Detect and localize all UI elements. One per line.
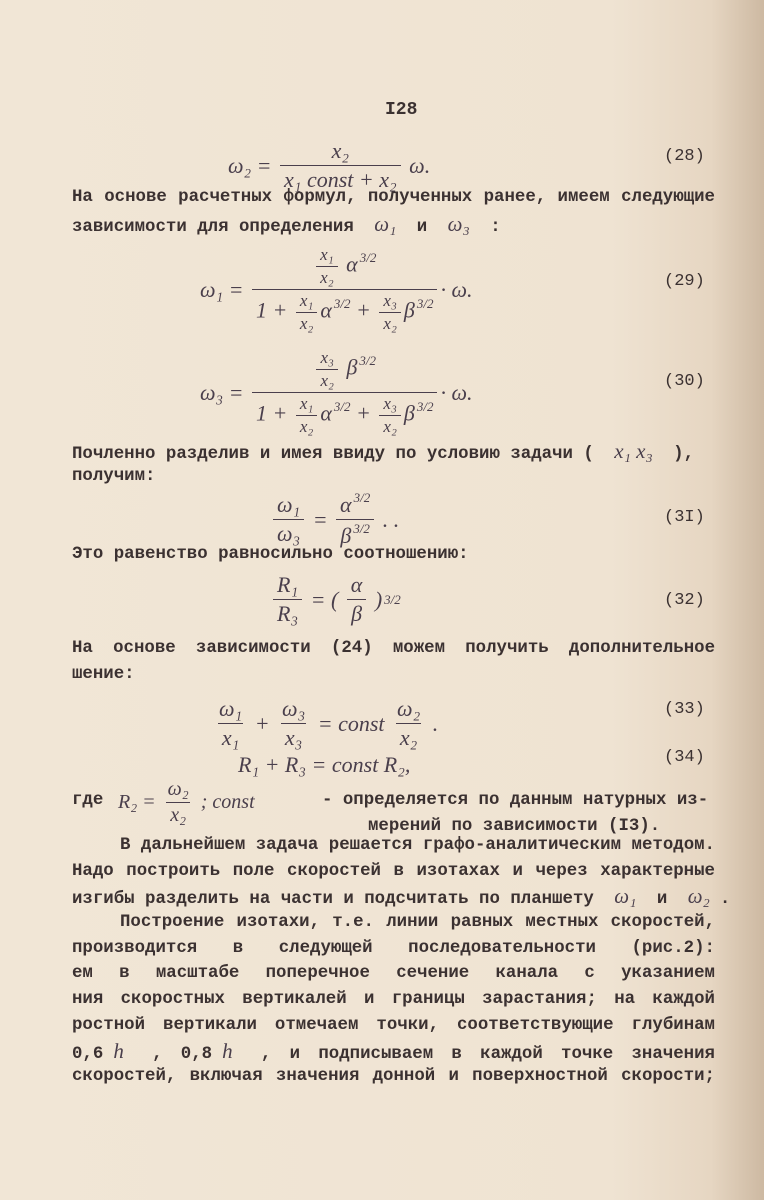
equation-32 (270, 572, 401, 627)
where-definition (118, 778, 255, 827)
math-text: ω₂ (167, 778, 189, 800)
fraction-numerator (309, 245, 380, 289)
equation-number-34: (34) (664, 748, 705, 767)
math-fraction (278, 696, 309, 751)
fraction-numerator (296, 291, 317, 312)
math-fraction (164, 778, 193, 827)
fraction-numerator (347, 572, 367, 599)
math-fraction (252, 245, 437, 334)
math-text: β (403, 400, 415, 426)
math-text: R₂ = (118, 791, 161, 813)
math-fraction (393, 696, 424, 751)
equation-number-32: (32) (664, 591, 705, 610)
text-segment: : (479, 218, 501, 237)
math-text: x₂ (299, 314, 314, 333)
text-line (72, 662, 715, 688)
math-text: R₁ + R₃ = const R₂, (238, 752, 411, 777)
where-explanation-line-1: - определяется по данным натурных из- (322, 791, 709, 810)
math-fraction (273, 572, 302, 627)
math-text: α (350, 572, 363, 597)
text-line (72, 636, 715, 662)
math-text: x₁ (299, 291, 314, 310)
math-text: ω₃ (282, 696, 306, 721)
math-text: + (350, 400, 377, 426)
math-text: α (320, 400, 332, 426)
inline-math: h (222, 1038, 233, 1063)
text-segment: На основе расчетных формул, полученных ранее, имеем следующие (72, 188, 715, 207)
equation-number-28: (28) (664, 147, 705, 166)
fraction-denominator (252, 289, 437, 334)
math-fraction (379, 291, 400, 334)
math-text: ω₁ (277, 492, 301, 517)
math-text: ω₂ = (228, 152, 278, 178)
math-text: ω₁ = (200, 276, 250, 302)
math-text: . (427, 710, 439, 736)
text-segment: , 0,8 (133, 1044, 213, 1064)
math-exponent: 3/2 (416, 295, 434, 311)
text-segment: и (406, 218, 438, 237)
math-fraction (379, 394, 400, 437)
math-text: α (320, 297, 332, 323)
where-word: где (72, 791, 104, 810)
fraction-numerator (309, 348, 380, 392)
math-text: x₃ (383, 394, 397, 413)
text-segment: Надо построить поле скоростей в изотахах и через характерные (72, 861, 715, 881)
fraction-numerator (393, 696, 424, 723)
math-fraction (296, 291, 317, 334)
inline-math: ω₁ (374, 212, 397, 236)
math-text: 1 + (256, 400, 293, 426)
math-fraction (296, 394, 317, 437)
math-text: α (340, 492, 352, 517)
text-line (72, 910, 715, 936)
math-text: x₁ (320, 245, 334, 264)
paragraph-intro (72, 184, 715, 238)
math-text: x₁ (299, 394, 314, 413)
text-segment: производится в следующей последовательности (рис.2): (72, 938, 715, 958)
text-segment: получим: (72, 467, 156, 486)
text-segment: зависимости для определения (72, 218, 365, 237)
math-fraction (215, 696, 246, 751)
text-line (72, 884, 731, 910)
math-text: ω₃ (277, 521, 301, 546)
page-number: I28 (385, 100, 418, 120)
text-line (72, 211, 715, 238)
fraction-denominator (296, 415, 317, 437)
equation-number-29: (29) (664, 272, 705, 291)
math-text: x₂ (320, 268, 334, 287)
math-text: x₂ (299, 417, 314, 436)
text-line (72, 961, 715, 987)
fraction-numerator (273, 492, 304, 519)
inline-math: h (113, 1038, 124, 1063)
equation-31 (270, 490, 399, 549)
math-text: R₃ (277, 601, 299, 626)
math-exponent: 3/2 (384, 591, 401, 607)
text-line (72, 1039, 715, 1065)
text-line (72, 438, 715, 464)
fraction-denominator (281, 723, 306, 751)
math-text: = ( (305, 586, 344, 612)
text-line (72, 542, 715, 568)
math-text: α (340, 251, 358, 277)
math-text: = const (312, 710, 391, 736)
equation-34 (238, 752, 410, 778)
fraction-denominator (296, 312, 317, 334)
math-text: = (307, 506, 334, 532)
math-text: x₂ (331, 138, 350, 163)
math-text: x₁ (221, 725, 240, 750)
text-line (72, 1064, 715, 1090)
math-text: β (340, 523, 352, 548)
math-fraction (273, 492, 304, 547)
math-text: x₂ (320, 371, 334, 390)
text-line (72, 833, 715, 859)
math-exponent: 3/2 (333, 398, 351, 414)
math-exponent: 3/2 (333, 295, 351, 311)
fraction-numerator (336, 490, 374, 519)
text-segment: ростной вертикали отмечаем точки, соответствующие глубинам (72, 1015, 715, 1035)
math-text: . . (377, 506, 400, 532)
fraction-denominator (252, 392, 437, 437)
inline-math: ω₁ (614, 884, 637, 909)
fraction-denominator (316, 369, 337, 391)
text-segment: Почленно разделив и имея ввиду по условию задачи ( (72, 445, 605, 464)
math-text: + (350, 297, 377, 323)
fraction-denominator (166, 802, 190, 827)
math-exponent: 3/2 (416, 398, 434, 414)
text-line (72, 1013, 715, 1039)
math-text: ; const (195, 791, 255, 813)
math-text: ω₂ (397, 696, 421, 721)
math-text: R₁ (277, 572, 299, 597)
math-text: ) (369, 586, 383, 612)
paragraph-equivalence (72, 542, 715, 568)
fraction-numerator (278, 696, 309, 723)
inline-math: ω₃ (447, 212, 470, 236)
text-segment: . (719, 890, 731, 910)
equation-29 (200, 245, 473, 334)
math-text: x₁ const + x₂ (284, 167, 397, 192)
text-segment: ), (662, 445, 695, 464)
math-fraction (347, 572, 367, 627)
fraction-numerator (164, 778, 193, 802)
math-text: x₂ (383, 417, 397, 436)
fraction-denominator (379, 312, 400, 334)
text-segment: На основе зависимости (24) можем получить дополнительное (72, 639, 715, 658)
math-text: 1 + (256, 297, 293, 323)
inline-math: ω₂ (687, 884, 710, 909)
fraction-numerator (215, 696, 246, 723)
text-line (72, 936, 715, 962)
math-text: β (340, 354, 358, 380)
fraction-denominator (396, 723, 421, 751)
math-exponent: 3/2 (353, 490, 371, 505)
equation-30 (200, 348, 473, 437)
fraction-denominator (218, 723, 243, 751)
text-segment: 0,6 (72, 1044, 104, 1064)
math-fraction (252, 348, 437, 437)
math-text: ω. (403, 152, 431, 178)
paragraph-additional (72, 636, 715, 688)
fraction-numerator (316, 348, 337, 369)
math-fraction (316, 348, 337, 391)
math-fraction (336, 490, 374, 549)
inline-math: x₁ x₃ (614, 439, 653, 463)
fraction-numerator (379, 291, 400, 312)
math-text: x₂ (170, 804, 187, 826)
text-segment: и (646, 890, 678, 910)
text-segment: скоростей, включая значения донной и поверхностной скорости; (72, 1067, 715, 1087)
math-text: + (249, 710, 276, 736)
equation-number-30: (30) (664, 372, 705, 391)
text-segment: Построение изотахи, т.е. линии равных местных скоростей, (120, 913, 715, 933)
math-exponent: 3/2 (353, 521, 370, 536)
math-exponent: 3/2 (359, 352, 377, 368)
paragraph-division (72, 438, 715, 490)
text-line (72, 184, 715, 211)
math-text: · ω. (440, 276, 473, 302)
equation-33 (212, 696, 438, 751)
fraction-numerator (273, 572, 302, 599)
math-text: x₃ (320, 348, 334, 367)
fraction-denominator (347, 599, 366, 627)
math-text: ω₃ = (200, 379, 250, 405)
math-text: β (351, 601, 363, 626)
where-explanation-line-2: мерений по зависимости (I3). (368, 817, 661, 836)
equation-number-33: (33) (664, 700, 705, 719)
text-segment: ния скоростных вертикалей и границы зарастания; на каждой (72, 990, 715, 1010)
text-segment: Это равенство равносильно соотношению: (72, 545, 469, 564)
fraction-denominator (316, 266, 337, 288)
text-segment: В дальнейшем задача решается графо-аналитическим методом. (120, 836, 715, 855)
text-line (72, 987, 715, 1013)
math-text: · ω. (440, 379, 473, 405)
math-text: x₂ (383, 314, 397, 333)
text-segment: шение: (72, 665, 135, 684)
math-text: x₃ (284, 725, 303, 750)
fraction-numerator (379, 394, 400, 415)
equation-number-31: (3I) (664, 508, 705, 527)
math-exponent: 3/2 (359, 249, 377, 265)
math-text: ω₁ (219, 696, 243, 721)
text-line (72, 859, 715, 885)
fraction-denominator (379, 415, 400, 437)
fraction-denominator (273, 599, 302, 627)
math-fraction (316, 245, 337, 288)
text-segment: ем в масштабе поперечное сечение канала с указанием (72, 964, 715, 984)
fraction-numerator (316, 245, 337, 266)
text-line (72, 464, 715, 490)
text-segment: изгибы разделить на части и подсчитать по планшету (72, 890, 605, 910)
fraction-numerator (296, 394, 317, 415)
math-text: x₂ (399, 725, 418, 750)
math-text: β (403, 297, 415, 323)
math-text: x₃ (383, 291, 397, 310)
text-segment: , и подписываем в каждой точке значения (260, 1044, 715, 1064)
fraction-numerator (328, 138, 353, 165)
paragraph-method (72, 833, 731, 1090)
